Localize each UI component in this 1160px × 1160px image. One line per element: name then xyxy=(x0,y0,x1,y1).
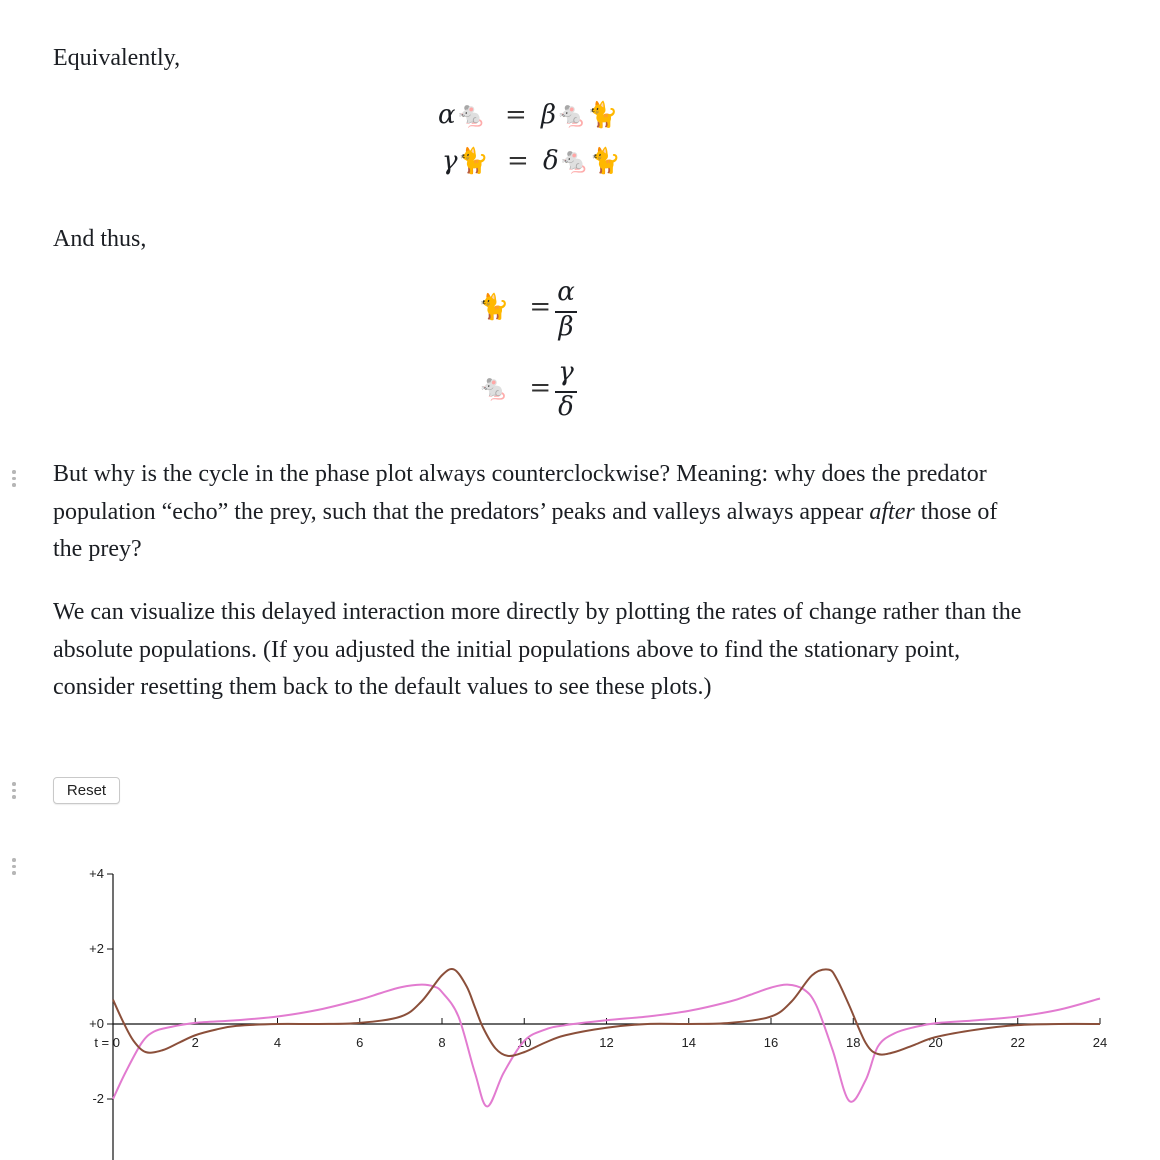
equation-prey-balance xyxy=(438,100,618,130)
x-tick-label: 16 xyxy=(763,1035,779,1050)
x-tick-label: 4 xyxy=(273,1035,282,1050)
text-why-emphasis: after xyxy=(869,498,915,525)
equals-sign: = xyxy=(504,100,527,130)
x-tick-label: 24 xyxy=(1092,1035,1108,1050)
equals-sign: = xyxy=(529,373,552,403)
x-tick-label: 22 xyxy=(1010,1035,1025,1050)
delta-symbol: δ xyxy=(543,146,559,176)
rates-of-change-chart xyxy=(0,860,1160,1160)
y-tick-label: -2 xyxy=(92,1091,104,1106)
fraction-gamma-over-delta xyxy=(555,357,577,422)
alpha-symbol: α xyxy=(438,100,456,130)
x-tick-label: 10 xyxy=(517,1035,532,1050)
equals-sign: = xyxy=(529,292,552,322)
prey-icon: 🐁 xyxy=(455,100,487,129)
predator-icon: 🐈 xyxy=(478,292,510,321)
prey-icon: 🐁 xyxy=(556,100,588,129)
delta-symbol: δ xyxy=(558,391,574,422)
x-tick-label: 8 xyxy=(438,1035,446,1050)
drag-handle-icon[interactable] xyxy=(10,782,18,799)
predator-icon: 🐈 xyxy=(589,146,621,175)
text-visualize-rates: We can visualize this delayed interaction more directly by plotting the rates of change rather than the absolute populations. (If you adjusted the initial populations above to find the stationary point, consider resetting them back to the default values to see these plots.) xyxy=(53,599,1022,700)
x-tick-label: 14 xyxy=(681,1035,696,1050)
x-tick-label: 2 xyxy=(191,1035,199,1050)
text-why-counterclockwise xyxy=(53,456,1023,569)
y-tick-label: +0 xyxy=(89,1016,104,1031)
beta-symbol: β xyxy=(541,100,557,130)
x-tick-label: 20 xyxy=(928,1035,943,1050)
alpha-symbol: α xyxy=(557,277,575,307)
text-and-thus: And thus, xyxy=(53,226,147,252)
predator-icon: 🐈 xyxy=(587,100,619,129)
gamma-symbol: γ xyxy=(442,146,458,176)
text-equivalently: Equivalently, xyxy=(53,45,181,71)
y-tick-label: +2 xyxy=(89,941,104,956)
gamma-symbol: γ xyxy=(558,357,574,387)
beta-symbol: β xyxy=(558,311,574,342)
x-tick-label: 12 xyxy=(599,1035,614,1050)
text-why-part2: those of the prey? xyxy=(53,498,998,562)
predator-icon: 🐈 xyxy=(457,146,489,175)
prey-icon: 🐁 xyxy=(558,146,590,175)
y-tick-label: +4 xyxy=(89,866,104,881)
x-tick-label: 6 xyxy=(356,1035,364,1050)
text-why-part1: But why is the cycle in the phase plot always counterclockwise? Meaning: why does the predator population “echo” the prey, such that the predators’ peaks and valleys always appear xyxy=(53,461,987,525)
equation-predator-equilibrium xyxy=(478,292,551,322)
fraction-alpha-over-beta xyxy=(555,277,577,342)
equals-sign: = xyxy=(506,146,529,176)
drag-handle-icon[interactable] xyxy=(10,470,18,487)
equation-predator-balance xyxy=(442,146,621,176)
x-tick-label: 18 xyxy=(846,1035,861,1050)
reset-button[interactable]: Reset xyxy=(53,777,120,804)
equation-prey-equilibrium xyxy=(478,373,551,403)
x-tick-label: t = 0 xyxy=(94,1035,120,1050)
prey-icon: 🐁 xyxy=(478,373,510,402)
